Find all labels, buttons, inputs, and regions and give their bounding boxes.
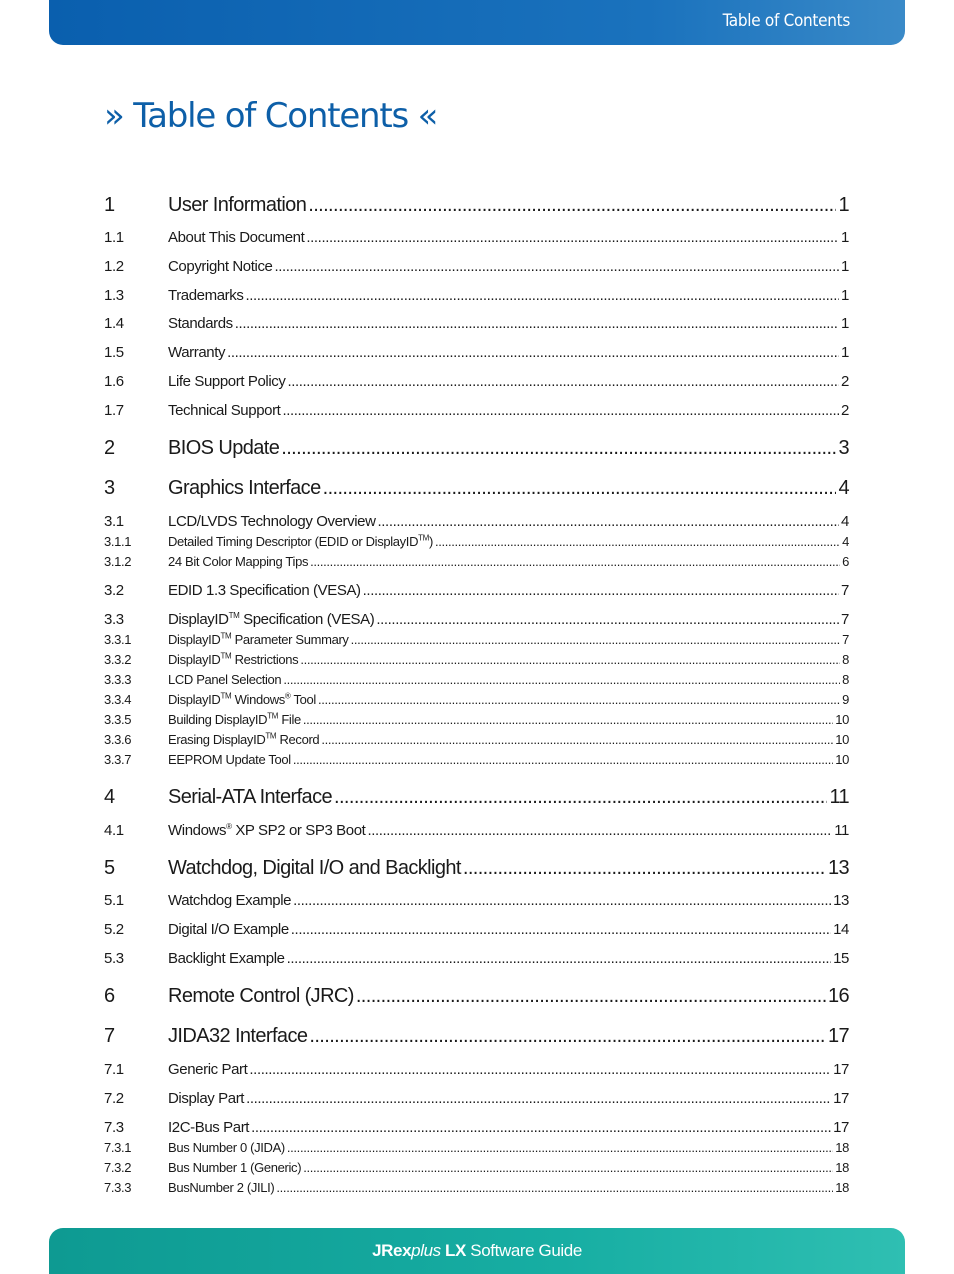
toc-entry-number: 3.1.1 [104, 534, 132, 549]
toc-entry-3[interactable] [104, 477, 849, 500]
dot-leader [274, 258, 839, 275]
footer-product-lx: LX [440, 1241, 466, 1260]
toc-entry-page: 16 [827, 985, 849, 1007]
toc-entry-5-2[interactable] [104, 921, 849, 938]
toc-entry-title: DisplayID™ Restrictions [168, 651, 299, 667]
toc-entry-number: 1.4 [104, 315, 124, 332]
dot-leader [323, 477, 837, 500]
toc-entry-1-5[interactable] [104, 344, 849, 361]
toc-entry-1-3[interactable] [104, 287, 849, 304]
toc-entry-page: 1 [841, 229, 849, 246]
toc-entry-number: 5.1 [104, 892, 124, 909]
toc-entry-page: 9 [842, 692, 849, 707]
toc-entry-page: 11 [829, 786, 849, 808]
toc-entry-page: 13 [827, 857, 849, 879]
toc-entry-3-1-2[interactable] [104, 554, 849, 569]
toc-entry-3-2[interactable] [104, 582, 849, 599]
toc-entry-6[interactable] [104, 985, 849, 1008]
dot-leader [276, 1180, 833, 1195]
toc-entry-number: 3 [104, 477, 115, 499]
header-bar [49, 0, 905, 45]
toc-entry-page: 8 [842, 652, 849, 667]
toc-entry-page: 14 [833, 921, 849, 938]
toc-entry-number: 7.3.3 [104, 1180, 132, 1195]
toc-entry-number: 5.2 [104, 921, 124, 938]
toc-entry-page: 11 [834, 822, 849, 839]
toc-entry-page: 18 [835, 1140, 849, 1155]
footer-doc-type: Software Guide [465, 1241, 582, 1260]
toc-entry-title: DisplayID™ Parameter Summary [168, 631, 349, 647]
toc-entry-title: Standards [168, 315, 233, 332]
toc-entry-number: 4 [104, 786, 115, 808]
dot-leader [310, 554, 840, 569]
toc-entry-1-6[interactable] [104, 373, 849, 390]
toc-entry-title: Backlight Example [168, 950, 285, 967]
dot-leader [249, 1061, 831, 1078]
toc-entry-1-1[interactable] [104, 229, 849, 246]
toc-entry-title: BIOS Update [168, 437, 280, 459]
toc-entry-title: Serial-ATA Interface [168, 786, 332, 808]
toc-entry-page: 17 [833, 1061, 849, 1078]
toc-entry-number: 3.3.6 [104, 732, 132, 747]
toc-entry-title: DisplayID™ Specification (VESA) [168, 611, 375, 628]
toc-entry-number: 5 [104, 857, 115, 879]
toc-entry-number: 3.2 [104, 582, 124, 599]
toc-entry-title: Digital I/O Example [168, 921, 289, 938]
toc-entry-4-1[interactable] [104, 822, 849, 839]
dot-leader [293, 892, 831, 909]
toc-entry-title: Display Part [168, 1090, 245, 1107]
toc-entry-page: 7 [842, 632, 849, 647]
toc-entry-page: 1 [841, 258, 849, 275]
toc-entry-5-3[interactable] [104, 950, 849, 967]
toc-entry-number: 3.3.7 [104, 752, 132, 767]
dot-leader [283, 672, 840, 687]
footer-bar [49, 1228, 905, 1274]
toc-entry-title: Erasing DisplayID™ Record [168, 731, 320, 747]
footer-product-plus: plus [411, 1241, 441, 1260]
dot-leader [281, 437, 836, 460]
toc-entry-7-1[interactable] [104, 1061, 849, 1078]
dot-leader [308, 194, 836, 217]
dot-leader [235, 315, 839, 332]
toc-entry-number: 7.3.2 [104, 1160, 132, 1175]
toc-entry-number: 1 [104, 194, 115, 216]
dot-leader [321, 732, 833, 747]
toc-entry-title: LCD Panel Selection [168, 672, 282, 687]
toc-entry-page: 18 [835, 1180, 849, 1195]
toc-entry-title: Copyright Notice [168, 258, 273, 275]
toc-entry-title: About This Document [168, 229, 305, 246]
toc-entry-number: 3.1.2 [104, 554, 132, 569]
toc-entry-page: 17 [833, 1119, 849, 1136]
toc-entry-number: 1.7 [104, 402, 124, 419]
toc-entry-page: 10 [835, 712, 849, 727]
toc-entry-number: 7.1 [104, 1061, 124, 1078]
toc-entry-title: Watchdog, Digital I/O and Backlight [168, 857, 461, 879]
dot-leader [246, 1090, 831, 1107]
toc-entry-number: 3.3.2 [104, 652, 132, 667]
dot-leader [306, 229, 839, 246]
toc-entry-title: User Information [168, 194, 307, 216]
toc-entry-number: 4.1 [104, 822, 124, 839]
toc-entry-3-1-1[interactable] [104, 534, 849, 549]
toc-entry-title: EEPROM Update Tool [168, 752, 291, 767]
toc-entry-page: 13 [833, 892, 849, 909]
toc-entry-7[interactable] [104, 1025, 849, 1048]
dot-leader [245, 287, 839, 304]
toc-entry-4[interactable] [104, 786, 849, 809]
toc-entry-number: 3.3.5 [104, 712, 132, 727]
toc-entry-title: JIDA32 Interface [168, 1025, 308, 1047]
toc-entry-page: 17 [827, 1025, 849, 1047]
dot-leader [287, 373, 839, 390]
dot-leader [303, 1160, 833, 1175]
toc-entry-7-2[interactable] [104, 1090, 849, 1107]
toc-entry-number: 1.2 [104, 258, 124, 275]
dot-leader [287, 1140, 833, 1155]
dot-leader [463, 857, 826, 880]
toc-entry-title: Life Support Policy [168, 373, 286, 390]
toc-entry-page: 1 [838, 194, 849, 216]
header-title: Table of Contents [722, 11, 850, 31]
toc-entry-3-3-2[interactable] [104, 652, 849, 667]
toc-entry-number: 2 [104, 437, 115, 459]
toc-entry-number: 1.3 [104, 287, 124, 304]
dot-leader [303, 712, 833, 727]
toc-entry-title: Warranty [168, 344, 226, 361]
dot-leader [356, 985, 826, 1008]
dot-leader [287, 950, 832, 967]
toc-entry-3-3-5[interactable] [104, 712, 849, 727]
toc-entry-title: Trademarks [168, 287, 244, 304]
dot-leader [334, 786, 827, 809]
toc-entry-number: 3.3.1 [104, 632, 132, 647]
toc-entry-page: 10 [835, 732, 849, 747]
toc-entry-number: 1.6 [104, 373, 124, 390]
toc-entry-number: 1.1 [104, 229, 124, 246]
toc-entry-7-3-2[interactable] [104, 1160, 849, 1175]
toc-entry-title: Watchdog Example [168, 892, 292, 909]
toc-entry-number: 3.3.4 [104, 692, 132, 707]
toc-entry-1-7[interactable] [104, 402, 849, 419]
toc-entry-title: Bus Number 0 (JIDA) [168, 1140, 285, 1155]
toc-entry-title: 24 Bit Color Mapping Tips [168, 554, 309, 569]
toc-entry-page: 1 [841, 287, 849, 304]
dot-leader [300, 652, 840, 667]
toc-entry-page: 17 [833, 1090, 849, 1107]
toc-entry-2[interactable] [104, 437, 849, 460]
toc-entry-3-3-3[interactable] [104, 672, 849, 687]
toc-entry-page: 7 [841, 582, 849, 599]
toc-entry-page: 3 [838, 437, 849, 459]
toc-entry-number: 5.3 [104, 950, 124, 967]
dot-leader [318, 692, 840, 707]
toc-entry-7-3-3[interactable] [104, 1180, 849, 1195]
toc-entry-page: 2 [841, 373, 849, 390]
toc-entry-title: Detailed Timing Descriptor (EDID or DisplayID™) [168, 533, 433, 549]
dot-leader [251, 1119, 831, 1136]
dot-leader [378, 513, 840, 530]
toc-entry-1[interactable] [104, 194, 849, 217]
toc-entry-1-2[interactable] [104, 258, 849, 275]
toc-entry-page: 8 [842, 672, 849, 687]
toc-entry-page: 15 [833, 950, 849, 967]
toc-entry-number: 7.3 [104, 1119, 124, 1136]
toc-entry-title: Bus Number 1 (Generic) [168, 1160, 302, 1175]
toc-entry-number: 7.3.1 [104, 1140, 132, 1155]
toc-entry-page: 1 [841, 344, 849, 361]
toc-entry-page: 1 [841, 315, 849, 332]
page-title: » Table of Contents « [104, 96, 438, 136]
toc-entry-title: Windows® XP SP2 or SP3 Boot [168, 822, 366, 839]
toc-entry-number: 6 [104, 985, 115, 1007]
toc-entry-5[interactable] [104, 857, 849, 880]
dot-leader [293, 752, 833, 767]
toc-entry-number: 3.3 [104, 611, 124, 628]
toc-entry-title: Graphics Interface [168, 477, 321, 499]
toc-entry-page: 18 [835, 1160, 849, 1175]
dot-leader [367, 822, 832, 839]
toc-entry-page: 4 [842, 534, 849, 549]
toc-entry-title: EDID 1.3 Specification (VESA) [168, 582, 361, 599]
toc-entry-title: LCD/LVDS Technology Overview [168, 513, 376, 530]
toc-entry-page: 10 [835, 752, 849, 767]
dot-leader [435, 534, 840, 549]
toc-entry-3-3-4[interactable] [104, 692, 849, 707]
dot-leader [351, 632, 841, 647]
toc-entry-title: DisplayID™ Windows® Tool [168, 691, 316, 707]
toc-entry-page: 2 [841, 402, 849, 419]
toc-entry-3-3-1[interactable] [104, 632, 849, 647]
toc-entry-title: Building DisplayID™ File [168, 711, 301, 727]
toc-entry-page: 4 [841, 513, 849, 530]
toc-entry-title: Generic Part [168, 1061, 248, 1078]
toc-entry-title: Remote Control (JRC) [168, 985, 354, 1007]
toc-entry-number: 3.1 [104, 513, 124, 530]
toc-entry-title: BusNumber 2 (JILI) [168, 1180, 275, 1195]
toc-entry-7-3-1[interactable] [104, 1140, 849, 1155]
footer-title [49, 1241, 905, 1261]
toc-entry-3-1[interactable] [104, 513, 849, 530]
toc-entry-3-3-6[interactable] [104, 732, 849, 747]
toc-entry-title: Technical Support [168, 402, 281, 419]
dot-leader [376, 611, 839, 628]
dot-leader [282, 402, 839, 419]
toc-entry-page: 7 [841, 611, 849, 628]
toc-entry-3-3-7[interactable] [104, 752, 849, 767]
toc-entry-number: 1.5 [104, 344, 124, 361]
toc-entry-page: 4 [838, 477, 849, 499]
toc-entry-number: 7.2 [104, 1090, 124, 1107]
dot-leader [363, 582, 839, 599]
toc-entry-7-3[interactable] [104, 1119, 849, 1136]
toc-entry-page: 6 [842, 554, 849, 569]
toc-entry-number: 3.3.3 [104, 672, 132, 687]
toc-entry-5-1[interactable] [104, 892, 849, 909]
toc-entry-3-3[interactable] [104, 611, 849, 628]
footer-product-name: JRex [372, 1241, 412, 1260]
toc-entry-number: 7 [104, 1025, 115, 1047]
dot-leader [309, 1025, 826, 1048]
toc-entry-title: I2C-Bus Part [168, 1119, 250, 1136]
dot-leader [291, 921, 831, 938]
toc-entry-1-4[interactable] [104, 315, 849, 332]
dot-leader [227, 344, 839, 361]
